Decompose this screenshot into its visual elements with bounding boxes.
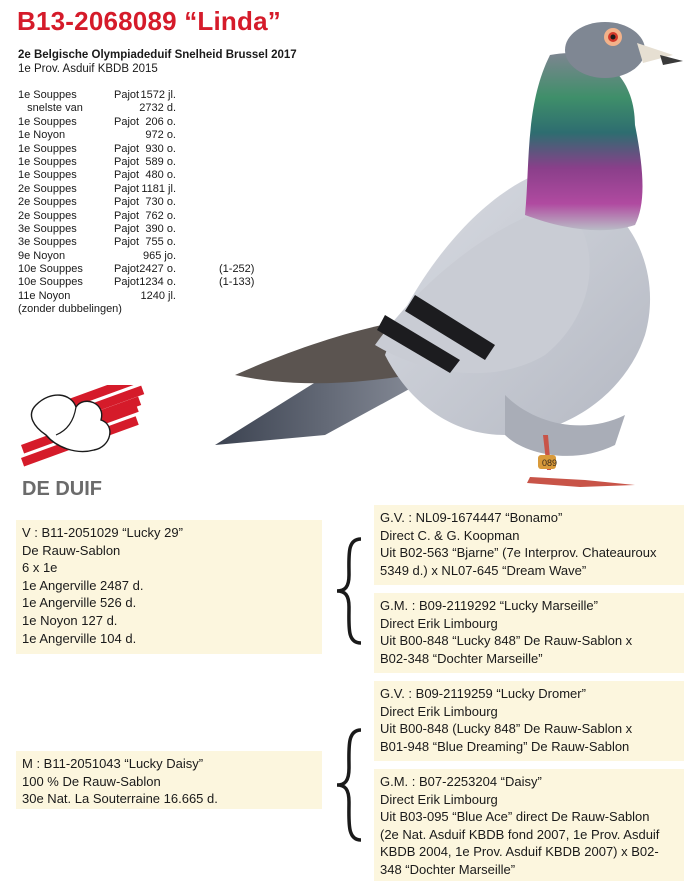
result-place: 10e Souppes: [18, 276, 83, 289]
pedigree-line: De Rauw-Sablon: [22, 542, 121, 558]
result-value: 480 o.: [145, 169, 176, 182]
result-loft: Pajot: [114, 209, 140, 222]
pigeon-illustration: [205, 15, 695, 495]
result-loft: Pajot: [114, 115, 140, 128]
dam-grandmother-box: [374, 769, 684, 881]
pedigree-line: 1e Angerville 2487 d.: [22, 577, 144, 593]
result-value: 1240 jl.: [140, 289, 176, 302]
pedigree-line: 1e Noyon 127 d.: [22, 612, 118, 628]
result-place: 1e Souppes: [18, 155, 77, 168]
results-note: (zonder dubbelingen): [18, 303, 122, 316]
result-value: 1572 jl.: [140, 89, 176, 101]
result-place: 11e Noyon: [18, 289, 71, 302]
pedigree-heading: G.V. : B09-2119259 “Lucky Dromer”: [380, 686, 586, 701]
pedigree-heading: G.M. : B09-2119292 “Lucky Marseille”: [380, 598, 598, 613]
pedigree-line: Direct C. & G. Koopman: [380, 527, 520, 543]
result-loft: Pajot: [114, 169, 140, 182]
pedigree-line: Direct Erik Limbourg: [380, 703, 498, 719]
pedigree-line: 5349 d.) x NL07-645 “Dream Wave”: [380, 562, 587, 578]
result-loft: Pajot: [114, 222, 140, 235]
result-note: (1-133): [219, 276, 255, 289]
achievement-title: 2e Belgische Olympiadeduif Snelheid Brussel 2017: [18, 49, 297, 61]
pigeon-title: B13-2068089 “Linda”: [17, 6, 281, 36]
result-loft: Pajot: [114, 196, 140, 209]
result-value: 1181 jl.: [141, 182, 176, 195]
result-place: 2e Souppes: [18, 209, 77, 222]
result-value: 965 jo.: [142, 249, 176, 262]
result-place: 3e Souppes: [18, 222, 77, 235]
pedigree-line: Direct Erik Limbourg: [380, 791, 498, 807]
result-note: (1-252): [219, 263, 255, 276]
pedigree-line: Uit B00-848 (Lucky 848” De Rauw-Sablon x: [380, 721, 633, 737]
result-place: 1e Noyon: [18, 129, 66, 142]
leg-ring-number: 089: [542, 458, 558, 468]
result-place: snelste van: [18, 102, 83, 115]
dam-grandfather-box: [374, 681, 684, 761]
dam-brace-icon: [331, 726, 367, 844]
de-duif-logo: [16, 385, 146, 503]
pedigree-line: B01-948 “Blue Dreaming” De Rauw-Sablon: [380, 738, 630, 754]
result-loft: Pajot: [114, 263, 140, 276]
sire-grandmother-box: [374, 593, 684, 673]
pedigree-line: 30e Nat. La Souterraine 16.665 d.: [22, 791, 218, 807]
pedigree-heading: M : B11-2051043 “Lucky Daisy”: [22, 756, 204, 771]
result-place: 1e Souppes: [18, 142, 77, 155]
result-value: 730 o.: [145, 196, 176, 209]
pedigree-heading: G.M. : B07-2253204 “Daisy”: [380, 774, 542, 789]
result-loft: Pajot: [114, 276, 140, 289]
pedigree-heading: V : B11-2051029 “Lucky 29”: [22, 525, 183, 540]
result-loft: Pajot: [114, 182, 140, 195]
pedigree-line: 1e Angerville 526 d.: [22, 595, 137, 611]
result-loft: Pajot: [114, 236, 140, 249]
result-loft: Pajot: [114, 142, 140, 155]
pedigree-line: (2e Nat. Asduif KBDB fond 2007, 1e Prov. Asduif: [380, 826, 660, 842]
sire-brace-icon: [331, 535, 367, 647]
pedigree-line: 348 “Dochter Marseille”: [380, 861, 516, 877]
achievement-subtitle: 1e Prov. Asduif KBDB 2015: [18, 63, 158, 75]
result-loft: Pajot: [114, 155, 140, 168]
result-value: 762 o.: [145, 209, 176, 222]
result-place: 3e Souppes: [18, 236, 77, 249]
result-value: 1234 o.: [139, 276, 176, 289]
pedigree-line: B02-348 “Dochter Marseille”: [380, 650, 543, 666]
result-loft: Pajot: [114, 89, 140, 101]
pedigree-line: 100 % De Rauw-Sablon: [22, 773, 161, 789]
pedigree-line: KBDB 2004, 1e Prov. Asduif KBDB 2007) x B02-: [380, 844, 659, 860]
pedigree-heading: G.V. : NL09-1674447 “Bonamo”: [380, 510, 563, 525]
logo-text: DE DUIF: [22, 478, 102, 500]
result-place: 9e Noyon: [18, 249, 66, 262]
result-value: 930 o.: [145, 142, 176, 155]
result-value: 755 o.: [145, 236, 176, 249]
result-place: 10e Souppes: [18, 263, 83, 276]
result-place: 2e Souppes: [18, 196, 77, 209]
result-value: 972 o.: [145, 129, 176, 142]
result-place: 1e Souppes: [18, 115, 77, 128]
result-value: 390 o.: [145, 222, 176, 235]
pedigree-line: 6 x 1e: [22, 560, 58, 576]
result-value: 589 o.: [145, 155, 176, 168]
result-place: 1e Souppes: [18, 169, 77, 182]
pedigree-line: Direct Erik Limbourg: [380, 615, 498, 631]
sire-box: [16, 520, 322, 654]
result-value: 206 o.: [145, 115, 176, 128]
pedigree-line: 1e Angerville 104 d.: [22, 630, 137, 646]
result-value: 2732 d.: [139, 102, 176, 115]
result-place: 1e Souppes: [18, 89, 77, 101]
result-place: 2e Souppes: [18, 182, 77, 195]
result-value: 2427 o.: [139, 263, 176, 276]
pedigree-line: Uit B02-563 “Bjarne” (7e Interprov. Chateauroux: [380, 545, 657, 561]
sire-grandfather-box: [374, 505, 684, 585]
pedigree-line: Uit B00-848 “Lucky 848” De Rauw-Sablon x: [380, 633, 633, 649]
dam-box: [16, 751, 322, 809]
pedigree-line: Uit B03-095 “Blue Ace” direct De Rauw-Sablon: [380, 809, 650, 825]
